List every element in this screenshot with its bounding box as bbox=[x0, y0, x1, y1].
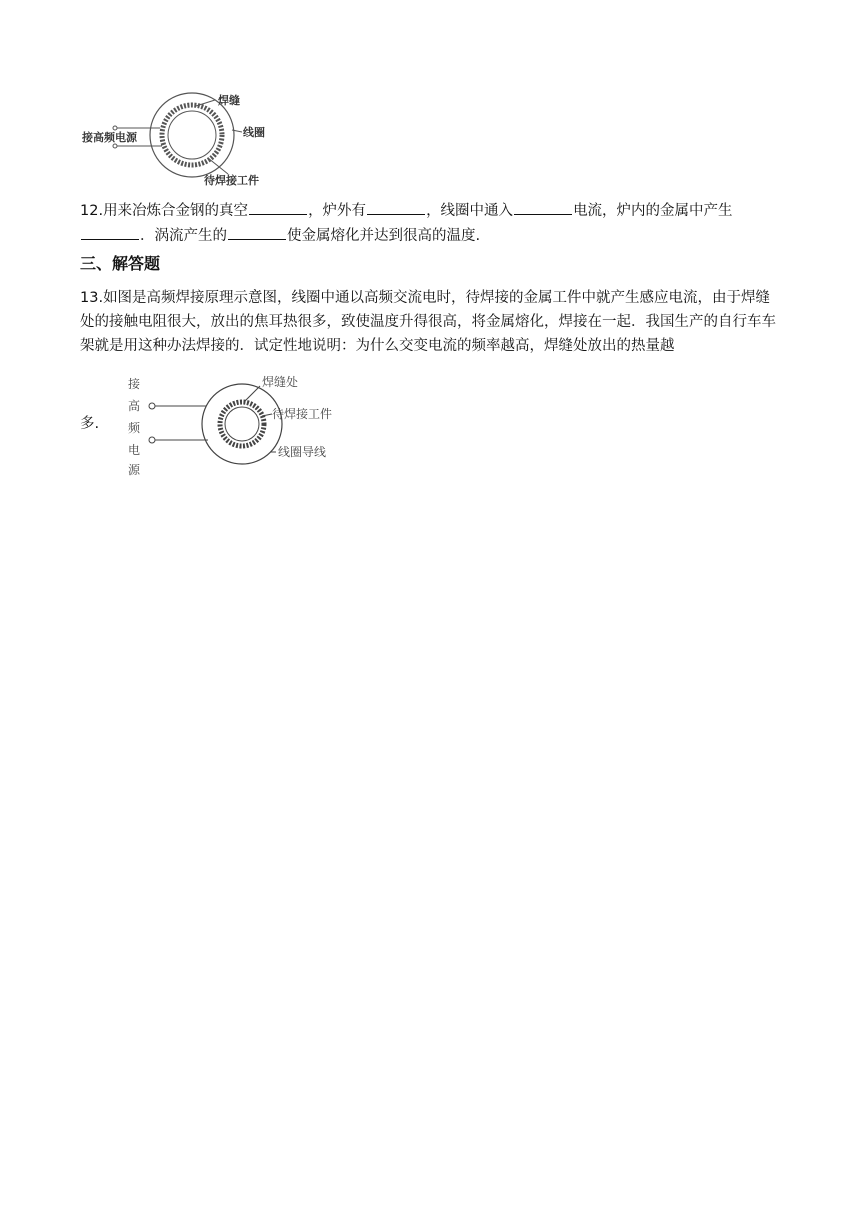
terminal-bottom bbox=[149, 437, 155, 443]
welding-diagram-2 bbox=[120, 372, 360, 476]
weld-label: 焊缝处 bbox=[262, 375, 299, 389]
coil-label: 线圈 bbox=[243, 126, 265, 139]
workpiece-pointer bbox=[262, 414, 272, 416]
power-label: 接高频电源 bbox=[82, 131, 137, 144]
weld-pointer bbox=[196, 100, 215, 106]
svg-text:高: 高 bbox=[128, 399, 141, 413]
question-12: 12.用来冶炼合金钢的真空 ，炉外有 ，线圈中通入 电流，炉内的金属中产生 ．涡流产生的 使金属熔化并达到很高的温度. bbox=[80, 198, 780, 248]
section-heading: 三、解答题 bbox=[80, 254, 161, 273]
workpiece-inner bbox=[225, 407, 259, 441]
welding-diagram-1 bbox=[80, 88, 280, 188]
svg-text:接: 接 bbox=[128, 377, 141, 391]
answer-blank[interactable] bbox=[81, 223, 139, 240]
answer-blank[interactable] bbox=[514, 198, 572, 215]
question-13 bbox=[80, 286, 780, 358]
coil-label: 线圈导线 bbox=[278, 445, 327, 459]
workpiece-ring bbox=[220, 402, 264, 446]
question-number: 13. bbox=[80, 290, 104, 306]
svg-text:电: 电 bbox=[128, 443, 141, 457]
terminal-top bbox=[149, 403, 155, 409]
answer-blank[interactable] bbox=[367, 198, 425, 215]
terminal-top bbox=[113, 126, 117, 130]
weld-label: 焊缝 bbox=[218, 94, 240, 107]
question-text: 如图是高频焊接原理示意图，线圈中通以高频交流电时，待焊接的金属工件中就产生感应电流，由于焊缝处的接触电阻很大，放出的焦耳热很多，致使温度升得很高，将金属熔化，焊接在一起．我国生产的自行车车架就是用这种办法焊接的．试定性地说明：为什么交变电流的频率越高，焊缝处放出的热量越 bbox=[80, 290, 776, 354]
answer-blank[interactable] bbox=[228, 223, 286, 240]
weld-pointer bbox=[244, 386, 260, 402]
question-13-tail: 多. bbox=[80, 416, 100, 432]
answer-blank[interactable] bbox=[249, 198, 307, 215]
workpiece-label: 待焊接工件 bbox=[204, 174, 259, 187]
question-number: 12. bbox=[80, 203, 104, 219]
svg-text:频: 频 bbox=[128, 421, 141, 435]
svg-text:源: 源 bbox=[128, 463, 141, 476]
workpiece-label: 待焊接工件 bbox=[272, 407, 333, 421]
workpiece-inner bbox=[168, 111, 216, 159]
workpiece-ring bbox=[162, 105, 222, 165]
terminal-bottom bbox=[113, 144, 117, 148]
